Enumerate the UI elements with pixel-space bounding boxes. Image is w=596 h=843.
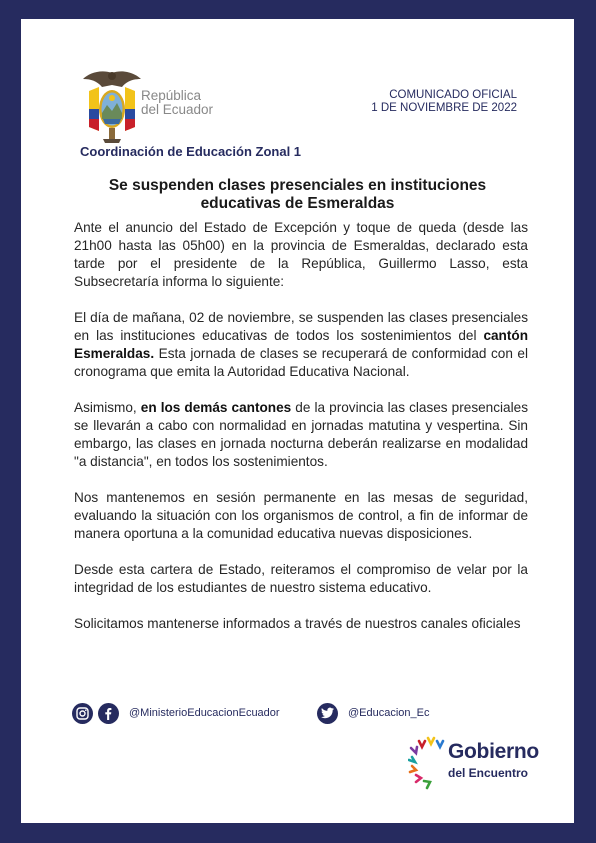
paragraph-3-a: Asimismo, <box>74 400 141 415</box>
office-name: Coordinación de Educación Zonal 1 <box>80 144 302 159</box>
paragraph-1: Ante el anuncio del Estado de Excepción y toque de queda (desde las 21h00 hasta las 05h00) en la provincia de Esmeraldas, declarado esta tarde por el presidente de la República, Guillermo Lasso, esta Subsecretaría informa lo siguiente: <box>74 220 528 289</box>
instagram-icon[interactable] <box>72 703 93 724</box>
gobierno-logo <box>408 736 539 794</box>
facebook-icon[interactable] <box>98 703 119 724</box>
coat-of-arms-icon <box>83 67 141 145</box>
paragraph-4: Nos mantenemos en sesión permanente en las mesas de seguridad, evaluando la situación con los organismos de control, a fin de informar de manera oportuna a la comunidad educativa nuevas disposiciones. <box>74 490 528 541</box>
paragraph-2-a: El día de mañana, 02 de noviembre, se suspenden las clases presenciales en las instituciones educativas de todos los sostenimientos del <box>74 310 528 343</box>
paragraph-5: Desde esta cartera de Estado, reiteramos el compromiso de velar por la integridad de los estudiantes de nuestro sistema educativo. <box>74 562 528 595</box>
gobierno-logo-icon <box>408 736 448 794</box>
logo-text-line1: República <box>141 88 202 103</box>
paragraph-2 <box>74 309 528 381</box>
paragraph-3-b: de la provincia las clases presenciales se llevarán a cabo con normalidad en jornadas matutina y vespertina. Sin embargo, las clases en jornada nocturna deberán realizarse en modalidad "a distancia", en todos los sostenimientos. <box>74 400 528 469</box>
paragraph-2-bold: cantón Esmeraldas. <box>74 328 528 361</box>
social-links-twitter <box>317 702 430 724</box>
title-line1: Se suspenden clases presenciales en instituciones <box>108 177 487 194</box>
paragraph-6: Solicitamos mantenerse informados a través de nuestros canales oficiales <box>74 616 521 631</box>
communique-date: 1 DE NOVIEMBRE DE 2022 <box>371 102 517 114</box>
gobierno-logo-word: Gobierno <box>448 740 539 763</box>
twitter-icon[interactable] <box>317 703 338 724</box>
page-title <box>61 177 534 213</box>
document-page <box>21 19 574 823</box>
social-handle-twitter[interactable]: @Educacion_Ec <box>348 707 430 719</box>
gobierno-logo-sub: del Encuentro <box>448 766 529 780</box>
paragraph-3-bold: en los demás cantones <box>140 400 292 415</box>
logo-text-line2: del Ecuador <box>141 102 214 117</box>
paragraph-2-b: Esta jornada de clases se recuperará de conformidad con el cronograma que emita la Autoridad Educativa Nacional. <box>74 346 528 379</box>
communique-label: COMUNICADO OFICIAL <box>389 89 517 101</box>
title-line2: educativas de Esmeraldas <box>200 195 395 212</box>
social-links-ministry <box>72 702 280 724</box>
document-body <box>74 219 528 633</box>
social-handle-ministry[interactable]: @MinisterioEducacionEcuador <box>129 707 280 719</box>
republic-logo-text <box>141 89 213 117</box>
paragraph-3 <box>74 399 528 471</box>
communique-header <box>371 89 517 115</box>
